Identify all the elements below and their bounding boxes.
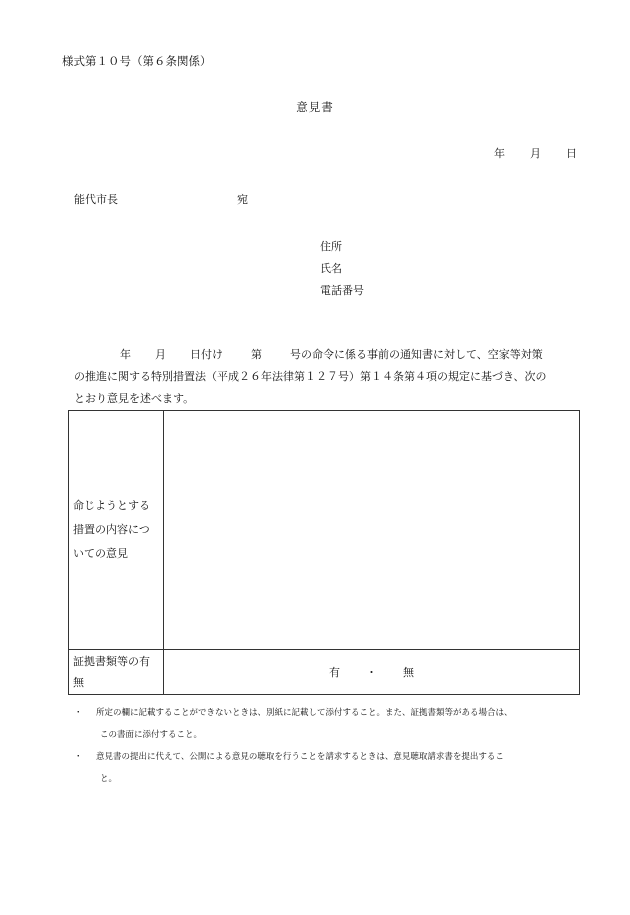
addressee-suffix: 宛 [237, 193, 248, 206]
evidence-label-cell [69, 650, 164, 695]
evidence-choice-cell[interactable] [164, 650, 580, 695]
date-line [494, 145, 577, 161]
opinion-label: 命じようとする措置の内容についての意見 [73, 499, 150, 560]
note-2-line-1: 意見書の提出に代えて、公開による意見の聴取を行うことを請求するときは、意見聴取請求書を提出するこ [96, 752, 504, 762]
note-1 [74, 702, 594, 746]
notes [74, 702, 594, 790]
body-line-1: 年 月 日付け 第 号の命令に係る事前の通知書に対して、空家等対策 [120, 348, 543, 361]
note-2-bullet: ・ [74, 752, 83, 762]
date-month-label: 月 [530, 147, 541, 160]
evidence-yes-option[interactable]: 有 [329, 666, 340, 679]
note-1-bullet: ・ [74, 708, 83, 718]
note-2-line-2: と。 [100, 774, 118, 784]
applicant-address-label: 住所 [320, 240, 342, 253]
opinion-input-area[interactable] [164, 411, 580, 650]
evidence-row [69, 650, 580, 695]
opinion-table [68, 410, 580, 695]
note-1-line-2: この書面に添付すること。 [100, 730, 203, 740]
evidence-label: 証拠書類等の有無 [73, 655, 150, 689]
form-number: 様式第１０号（第６条関係） [62, 54, 212, 68]
addressee [74, 191, 248, 207]
addressee-name: 能代市長 [74, 193, 118, 206]
opinion-row [69, 411, 580, 650]
opinion-label-cell [69, 411, 164, 650]
note-1-line-1: 所定の欄に記載することができないときは、別紙に記載して添付すること。また、証拠書類等がある場合は、 [96, 708, 513, 718]
document-title: 意見書 [296, 100, 334, 114]
applicant-name-label: 氏名 [320, 262, 342, 275]
date-year-label: 年 [494, 147, 505, 160]
body-line-2: の推進に関する特別措置法（平成２６年法律第１２７号）第１４条第４項の規定に基づき、次の [74, 370, 547, 383]
body-line-3: とおり意見を述べます。 [74, 392, 195, 405]
body-paragraph [74, 344, 584, 410]
evidence-separator: ・ [366, 666, 377, 679]
date-day-label: 日 [566, 147, 577, 160]
evidence-no-option[interactable]: 無 [403, 666, 414, 679]
applicant-block [320, 236, 364, 302]
applicant-phone-label: 電話番号 [320, 284, 364, 297]
note-2 [74, 746, 594, 790]
